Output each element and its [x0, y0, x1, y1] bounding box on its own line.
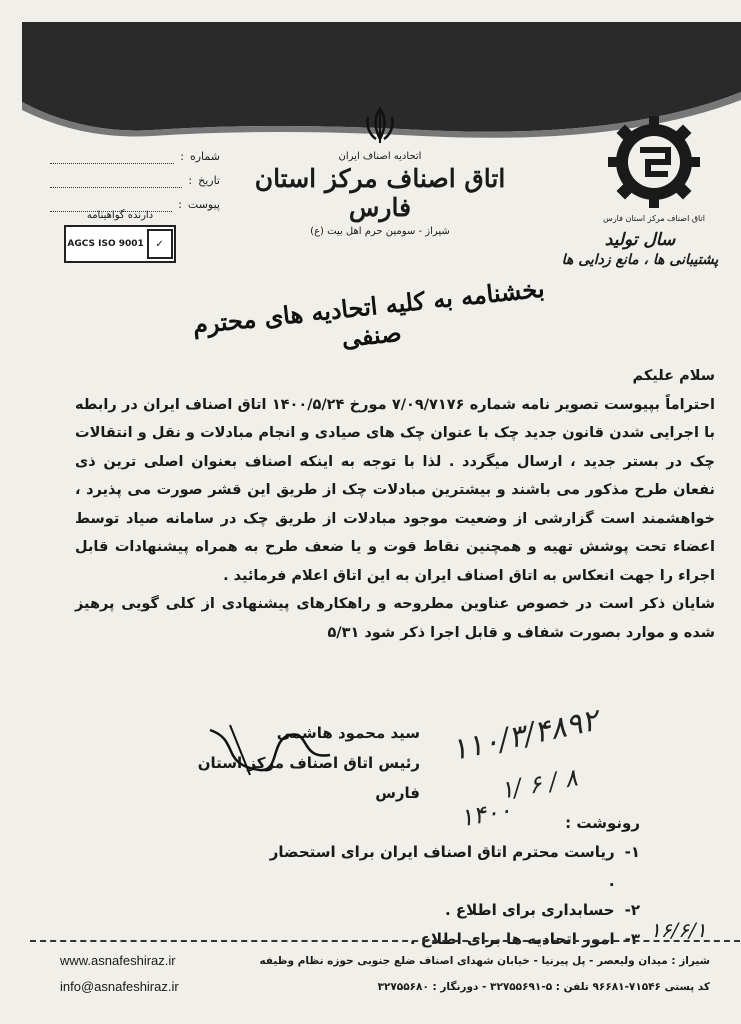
email-link[interactable]: info@asnafeshiraz.ir	[60, 979, 179, 994]
certification	[60, 210, 180, 263]
reference-fields	[50, 145, 220, 217]
registration-number: ۱۱۰/۳/۴۸۹۲	[447, 702, 602, 769]
certificate-seal-icon: ✓	[147, 229, 173, 259]
emblem-caption: اتحادیه اصناف ایران	[338, 151, 422, 162]
cc-item	[260, 896, 640, 925]
date-label: تاریخ	[198, 174, 220, 187]
certificate-badge	[64, 225, 176, 263]
handwritten-date: ۱۶/۶/۱	[650, 918, 707, 942]
slogan-line-2: پشتیبانی ها ، مانع زدایی ها	[561, 252, 719, 268]
cc-list	[260, 838, 640, 954]
footer-contacts	[60, 948, 179, 1000]
org-title: اتاق اصناف مرکز استان فارس	[254, 164, 506, 222]
signatory-name: سید محمود هاشمی	[276, 724, 420, 742]
number-label: شماره	[189, 150, 220, 163]
registration-day: ۱/ ۶ / ۸	[498, 763, 580, 805]
website-link[interactable]: www.asnafeshiraz.ir	[60, 953, 176, 968]
attachment-label: پیوست	[187, 198, 220, 211]
registration-year: ۱۴۰۰	[457, 795, 514, 833]
cc-title: رونوشت :	[565, 814, 640, 832]
date-field: تاریخ :	[50, 169, 220, 193]
address-line: شیراز : میدان ولیعصر - پل پیرنیا - خیابان شهدای اصناف ضلع جنوبی حوزه نظام وظیفه	[259, 955, 710, 967]
cc-item-text: حسابداری برای اطلاع .	[444, 901, 615, 919]
body-paragraph-1: احتراماً بپیوست تصویر نامه شماره ۷/۰۹/۷۱۷۶ مورخ ۱۴۰۰/۵/۲۴ اتاق اصناف ایران در رابطه با اجرایی شدن قانون جدید چک با عنوان چک های صیادی و انجام مبادلات و نقل و انتقالات چک در بستر جدید ، ارسال میگردد . لذا با توجه به اینکه اصناف بعنوان اصلی ترین ذی نفعان طرح مذکور می باشند و بیشترین مبادلات چک از طریق این قشر صورت می پذیرد ، خواهشمند است گزارشی از وضعیت موجود مبادلات از طریق چک در سامانه صیاد توسط اعضاء تحت پوشش تهیه و همچنین نقاط قوت و یا ضعف طرح به همراه پیشنهادات قابل اجراء را جهت انعکاس به اتاق اصناف ایران به این اتاق اعلام فرمائید .	[75, 396, 715, 584]
org-address: شیراز - سومین حرم اهل بیت (ع)	[310, 226, 450, 237]
number-field: شماره :	[50, 145, 220, 169]
circular-heading: بخشنامه به کلیه اتحادیه های محترم صنفی	[191, 273, 546, 353]
greeting: سلام علیکم	[632, 368, 715, 384]
logo-caption: اتاق اصناف مرکز استان فارس	[603, 214, 705, 223]
handwritten-signature	[200, 720, 340, 780]
certificate-label: دارنده گواهینامه	[86, 210, 154, 221]
letter-body	[75, 362, 715, 647]
org-logo-block	[600, 112, 708, 223]
signatory-position: رئیس اتاق اصناف مرکز استان فارس	[197, 754, 420, 802]
cc-item-text: ریاست محترم اتاق اصناف ایران برای استحضار .	[269, 843, 615, 890]
year-slogan	[560, 230, 720, 268]
footer-divider	[30, 940, 740, 942]
footer-address	[240, 948, 710, 1000]
cc-item-number: ۳-	[624, 930, 640, 948]
letterhead-title	[250, 105, 510, 237]
contact-line: کد پستی ۷۱۵۴۶-۹۶۶۸۱ تلفن : ۵-۳۲۷۵۵۶۹۱ - دورنگار : ۳۲۷۵۵۶۸۰	[377, 981, 710, 993]
cc-item	[260, 838, 640, 896]
body-paragraph-2: شایان ذکر است در خصوص عناوین مطروحه و راهکارهای پیشنهادی از کلی گویی پرهیز شده و موارد بصورت شفاف و قابل اجرا ذکر شود ۵/۳۱	[75, 596, 715, 641]
cc-item-number: ۱-	[624, 843, 640, 861]
slogan-line-1: سال تولید	[604, 230, 676, 250]
gear-logo-icon	[604, 112, 704, 212]
iran-emblem-icon	[362, 105, 398, 145]
cc-item-text: امور اتحادیه ها برای اطلاع .	[409, 930, 615, 948]
cc-item-number: ۲-	[624, 901, 640, 919]
certificate-text: AGCS ISO 9001	[67, 239, 144, 249]
attachment-field: پیوست :	[50, 193, 220, 217]
